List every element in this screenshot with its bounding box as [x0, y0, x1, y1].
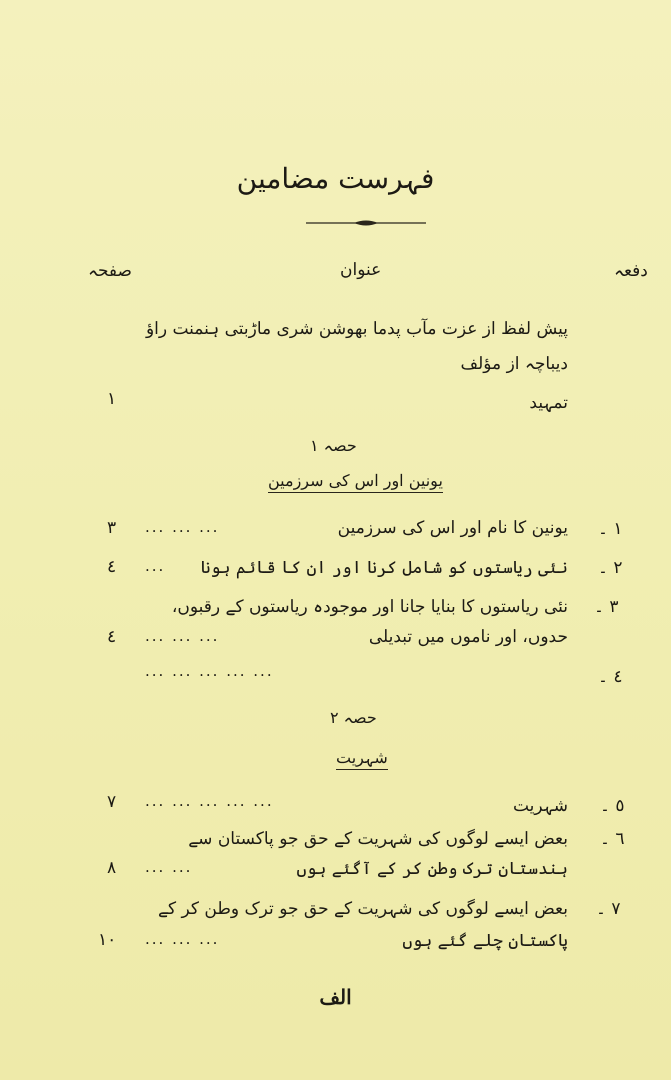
entry-3-leader: ... ... ... [145, 627, 220, 645]
entry-6-leader: ... ... [145, 858, 193, 876]
part2-heading: شہریت [336, 748, 388, 770]
entry-3-title-line1: نئی ریاستوں کا بنایا جانا اور موجودہ ریاستوں کے رقبوں، [171, 597, 568, 617]
entry-6-title-line2: ہندستان ترک وطن کر کے آگئے ہوں [296, 859, 568, 879]
part1-label: حصہ ۱ [310, 436, 357, 455]
entry-7-title-line2: پاکستان چلے گئے ہوں [402, 931, 568, 951]
entry-4-number: ٤ ۔ [598, 667, 623, 687]
foreword-entry: پیش لفظ از عزت مآب پدما بھوشن شری ماڑبتی ہنمنت راؤ [145, 319, 568, 339]
entry-5-number: ٥ ۔ [600, 796, 625, 816]
entry-6-page: ۸ [107, 858, 117, 878]
entry-2-title: نئی ریاستوں کو شامل کرنا اور ان کا قائم ہونا [200, 558, 568, 578]
entry-7-leader: ... ... ... [145, 930, 220, 948]
column-header-page: صفحہ [88, 261, 132, 281]
title-ornament [306, 219, 426, 227]
column-header-title: عنوان [340, 260, 382, 280]
preface-entry: دیباچہ از مؤلف [460, 354, 568, 374]
entry-1-number: ۱ ۔ [598, 519, 623, 539]
introduction-entry: تمہید [529, 393, 568, 413]
column-header-section: دفعہ [614, 261, 648, 281]
entry-5-leader: ... ... ... ... ... [145, 792, 274, 810]
entry-1-page: ۳ [107, 518, 117, 538]
entry-7-number: ۷ ۔ [596, 899, 621, 919]
entry-2-page: ٤ [107, 557, 117, 577]
part2-label: حصہ ۲ [330, 708, 377, 727]
entry-3-title-line2: حدوں، اور ناموں میں تبدیلی [368, 627, 568, 647]
entry-4-leader: ... ... ... ... ... [145, 662, 274, 680]
entry-5-page: ۷ [107, 792, 117, 812]
page-folio: الف [319, 985, 352, 1009]
part1-heading: یونین اور اس کی سرزمین [268, 471, 443, 493]
entry-1-title: یونین کا نام اور اس کی سرزمین [337, 518, 568, 538]
entry-3-number: ۳ ۔ [594, 597, 619, 617]
entry-7-title-line1: بعض ایسے لوگوں کی شہریت کے حق جو ترک وطن کر کے [158, 899, 568, 919]
introduction-page: ۱ [107, 389, 117, 409]
entry-1-leader: ... ... ... [145, 518, 220, 536]
entry-3-page: ٤ [107, 627, 117, 647]
entry-5-title: شہریت [512, 796, 568, 816]
entry-2-leader: ... [145, 557, 166, 575]
entry-6-number: ٦ ۔ [600, 829, 625, 849]
entry-7-page: ۱۰ [98, 930, 117, 950]
page-title: فہرست مضامین [236, 162, 435, 195]
entry-6-title-line1: بعض ایسے لوگوں کی شہریت کے حق جو پاکستان سے [188, 829, 568, 849]
entry-2-number: ۲ ۔ [598, 558, 623, 578]
